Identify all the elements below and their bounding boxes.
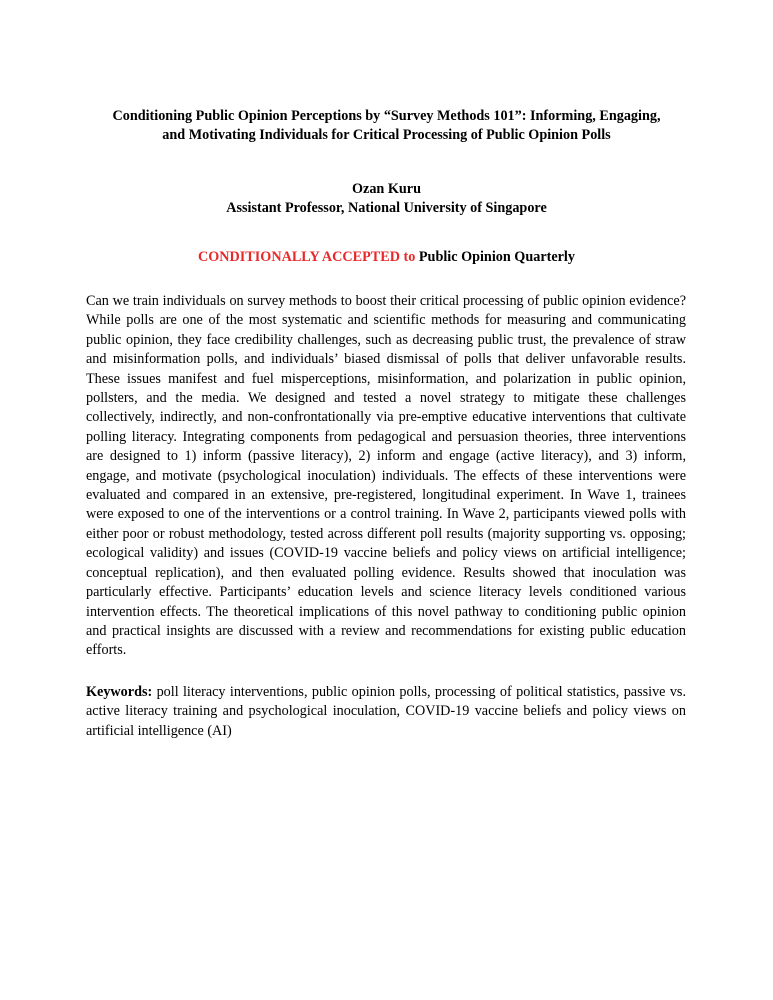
- paper-title-line-2: and Motivating Individuals for Critical Processing of Public Opinion Polls: [162, 127, 611, 143]
- keywords-label: Keywords:: [86, 684, 153, 700]
- publication-status: [70, 248, 703, 267]
- author-name: Ozan Kuru: [352, 181, 421, 197]
- journal-name: Public Opinion Quarterly: [418, 249, 575, 265]
- abstract-paragraph: Can we train individuals on survey methods to boost their critical processing of public opinion evidence? While polls are one of the most systematic and scientific methods for measuring and communicating public opinion, they face credibility challenges, such as decreasing public trust, the prevalence of straw and misinformation polls, and individuals’ biased dismissal of polls that deliver unfavorable results. These issues manifest and fuel misperceptions, misinformation, and polarization in public opinion, pollsters, and the media. We designed and tested a novel strategy to mitigate these challenges collectively, indirectly, and non-confrontationally via pre-emptive educative interventions that cultivate polling literacy. Integrating components from pedagogical and persuasion theories, three interventions are designed to 1) inform (passive literacy), 2) inform and engage (active literacy), and 3) inform, engage, and motivate (psychological inoculation) individuals. The effects of these interventions were evaluated and compared in an extensive, pre-registered, longitudinal experiment. In Wave 1, trainees were exposed to one of the interventions or a control training. In Wave 2, participants viewed polls with either poor or robust methodology, tested across different poll results (majority supporting vs. opposing; ecological validity) and issues (COVID-19 vaccine beliefs and policy views on artificial intelligence; conceptual replication), and then evaluated polling evidence. Results showed that inoculation was particularly effective. Participants’ education levels and science literacy levels conditioned various intervention effects. The theoretical implications of this novel pathway to conditioning public opinion and practical insights are discussed with a review and recommendations for existing public education efforts.: [86, 293, 686, 659]
- paper-title: [70, 107, 703, 145]
- keywords-text: poll literacy interventions, public opinion polls, processing of political statistics, passive vs. active literacy training and psychological inoculation, COVID-19 vaccine beliefs and policy views on artificial intelligence (AI): [86, 684, 686, 739]
- status-label: CONDITIONALLY ACCEPTED to: [198, 249, 416, 265]
- keywords-paragraph: [86, 683, 686, 741]
- author-block: [70, 180, 703, 218]
- paper-title-line-1: Conditioning Public Opinion Perceptions by “Survey Methods 101”: Informing, Engaging,: [112, 108, 661, 124]
- author-affiliation: Assistant Professor, National University of Singapore: [226, 200, 547, 216]
